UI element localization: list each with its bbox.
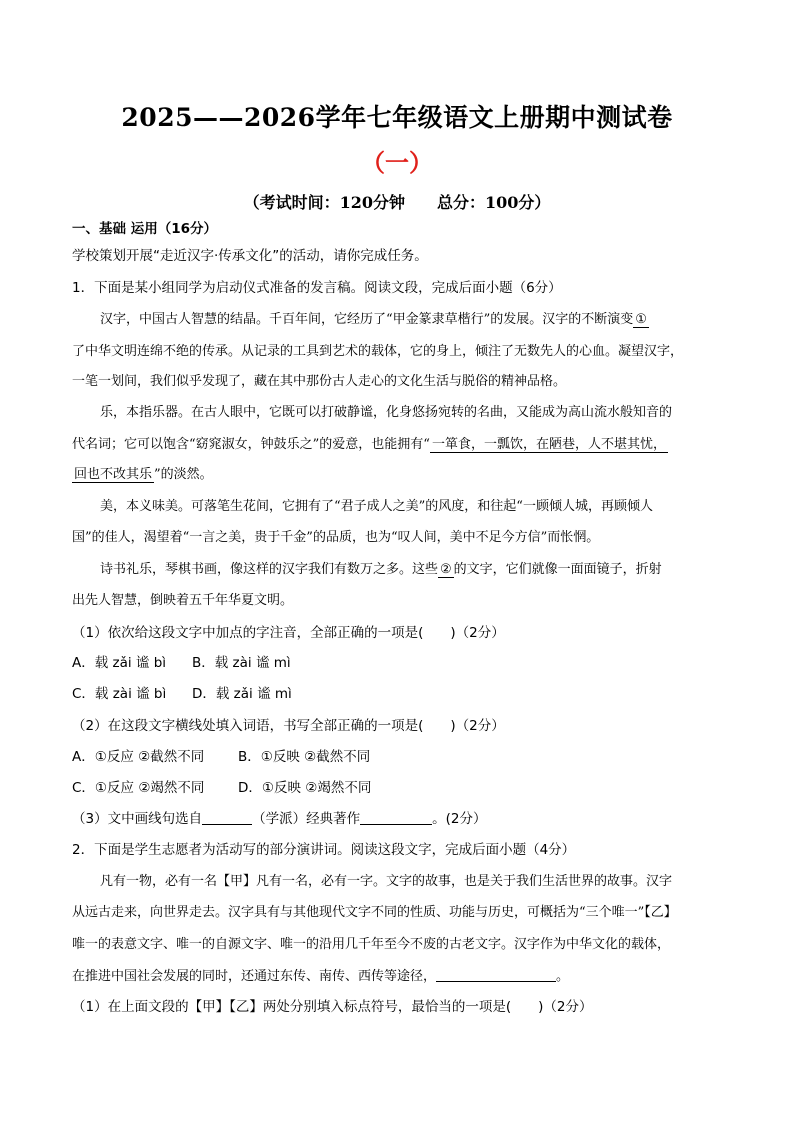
passage-text: 汉字，中国古人智慧的结晶。千百年间，它经历了“甲金篆隶草楷行”的发展。汉字的不断演变 [100,312,634,327]
option-c[interactable]: C．载 zài 谧 bì [72,686,167,702]
option-d[interactable]: D．载 zǎi 谧 mì [192,686,292,702]
subquestion-2-stem: （2）在这段文字横线处填入词语，书写全部正确的一项是( )（2分） [72,718,505,734]
option-b[interactable]: B．①反映 ②截然不同 [238,749,371,765]
subquestion-3 [72,809,742,829]
page-title: 2025——2026学年七年级语文上册期中测试卷 [121,103,673,132]
question-2-stem: 2．下面是学生志愿者为活动写的部分演讲词。阅读这段文字，完成后面小题（4分） [72,842,576,858]
speech-blank[interactable] [436,966,556,982]
blank-1: ① [635,312,647,327]
q2-subquestion-1-stem: （1）在上面文段的【甲】【乙】两处分别填入标点符号，最恰当的一项是( )（2分） [72,999,593,1015]
speech-line: 凡有一物，必有一名【甲】凡有一名，必有一字。文字的故事，也是关于我们生活世界的故事。汉字 [100,874,673,889]
passage-1-line: 了中华文明连绵不绝的传承。从记录的工具到艺术的载体，它的身上，倾注了无数先人的心血。凝望汉字， [72,344,684,359]
speech-line [72,966,736,987]
option-d[interactable]: D．①反映 ②竭然不同 [238,780,372,796]
book-blank[interactable] [360,809,432,825]
underlined-quote: 一箪食，一瓢饮，在陋巷，人不堪其忧， [431,437,666,452]
school-blank[interactable] [202,809,252,825]
passage-4-line [100,560,736,580]
passage-1-line: 一笔一划间，我们似乎发现了，藏在其中那份古人走心的文化生活与脱俗的精神品格。 [72,374,567,389]
exam-info: （考试时间：120分钟 总分：100分） [243,193,551,212]
passage-2-line [72,465,736,485]
underlined-quote: 回也不改其乐 [74,467,153,482]
option-a[interactable]: A．①反应 ②截然不同 [72,749,205,765]
option-b[interactable]: B．载 zài 谧 mì [192,655,291,671]
passage-2-line [72,435,736,455]
option-a[interactable]: A．载 zǎi 谧 bì [72,655,167,671]
speech-line: 唯一的表意文字、唯一的自源文字、唯一的沿用几千年至今不废的古老文字。汉字作为中华文化的载体， [72,937,671,952]
passage-3-line: 国”的佳人，渴望着“一言之美，贵于千金”的品质，也为“叹人间，美中不足今方信”而怅惘。 [72,530,600,545]
section-heading: 一、基础 运用（16分） [72,221,217,237]
options-row [72,684,742,704]
speech-text: 。 [556,969,570,984]
subquestion-1-stem: （1）依次给这段文字中加点的字注音，全部正确的一项是( )（2分） [72,625,505,641]
option-c[interactable]: C．①反应 ②竭然不同 [72,780,205,796]
passage-3-line: 美，本义味美。可落笔生花间，它拥有了“君子成人之美”的风度，和往起“一顾倾人城，再顾倾人 [100,499,653,514]
passage-text: ”的淡然。 [154,467,213,482]
subquestion-3-text: 。(2分） [432,811,487,827]
question-1-stem: 1．下面是某小组同学为启动仪式准备的发言稿。阅读文段，完成后面小题（6分） [72,280,562,296]
options-row [72,653,742,673]
passage-2-line: 乐，本指乐器。在古人眼中，它既可以打破静谧，化身悠扬宛转的名曲，又能成为高山流水般知音的 [100,405,673,420]
passage-4-line: 出先人智慧，倒映着五千年华夏文明。 [72,593,294,608]
passage-text: 诗书礼乐，琴棋书画，像这样的汉字我们有数万之多。这些 [100,562,439,577]
subquestion-3-text: （3）文中画线句选自 [72,811,203,827]
options-row [72,747,742,767]
subquestion-3-text: （学派）经典著作 [252,811,361,827]
paper-number: （一） [361,148,433,177]
options-row [72,778,742,798]
blank-2: ② [440,562,452,577]
passage-text: 的文字，它们就像一面面镜子，折射 [453,562,662,577]
section-intro: 学校策划开展“走近汉字·传承文化”的活动，请你完成任务。 [72,248,428,264]
speech-text: 在推进中国社会发展的同时，还通过东传、南传、西传等途径， [72,969,437,984]
passage-1-line [100,310,736,330]
speech-line: 从远古走来，向世界走去。汉字具有与其他现代文字不同的性质、功能与历史，可概括为“三个唯一”【乙】 [72,905,677,920]
passage-text: 代名词；它可以饱含“窈窕淑女，钟鼓乐之”的爱意，也能拥有“ [72,437,430,452]
